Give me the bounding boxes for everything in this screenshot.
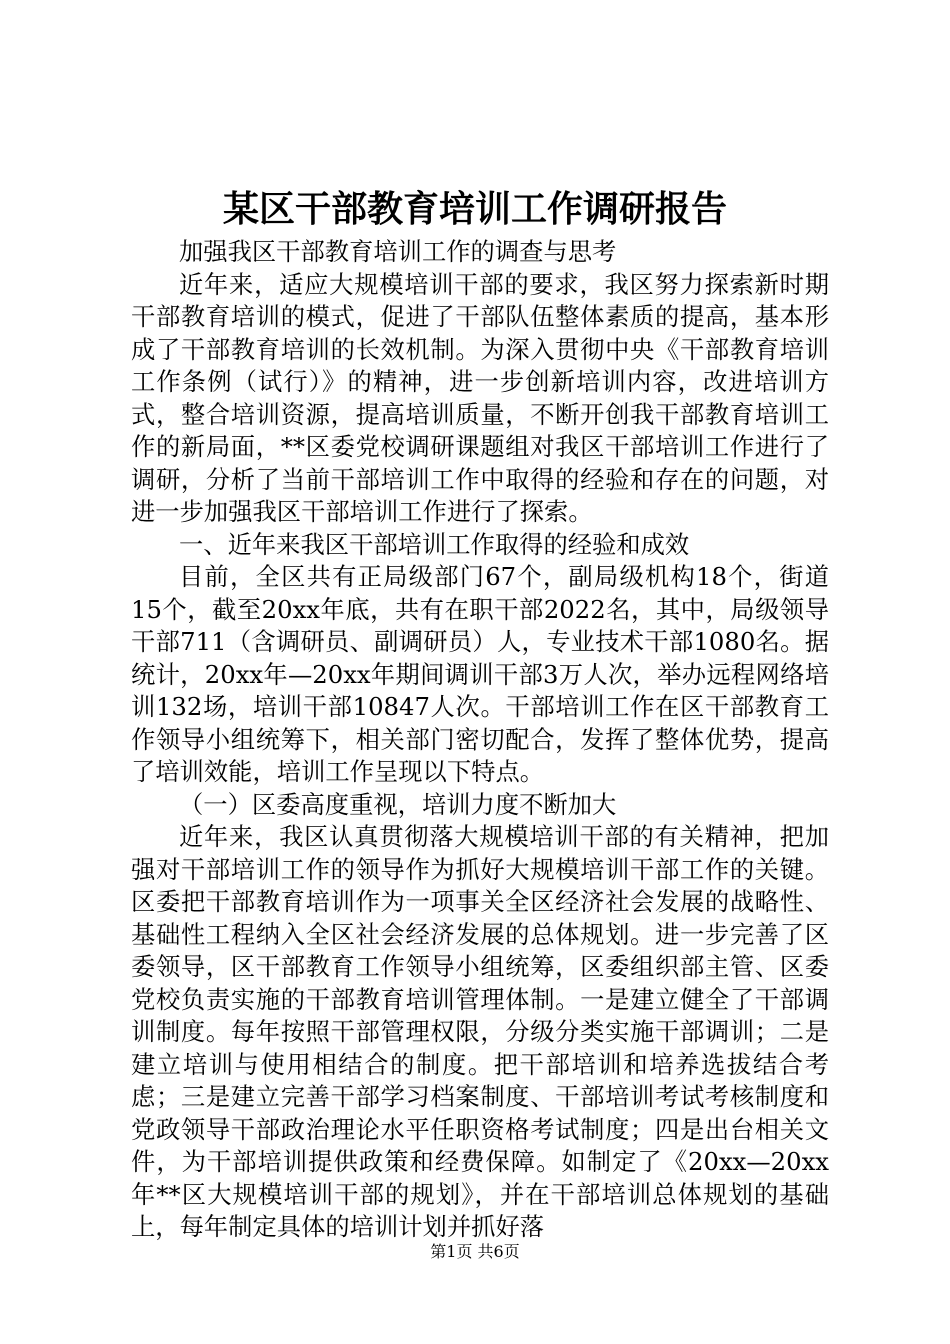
document-title: 某区干部教育培训工作调研报告 xyxy=(222,188,727,230)
leadership-paragraph: 近年来，我区认真贯彻落大规模培训干部的有关精神，把加强对干部培训工作的领导作为抓好大规模培训干部工作的关键。区委把干部教育培训作为一项事关全区经济社会发展的战略性、基础性工程纳入全区社会经济发展的总体规划。进一步完善了区委领导，区干部教育工作领导小组统筹，区委组织部主管、区委党校负责实施的干部教育培训管理体制。一是建立健全了干部调训制度。每年按照干部管理权限，分级分类实施干部调训；二是建立培训与使用相结合的制度。把干部培训和培养选拔结合考虑；三是建立完善干部学习档案制度、干部培训考试考核制度和党政领导干部政治理论水平任职资格考试制度；四是出台相关文件，为干部培训提供政策和经费保障。如制定了《20xx—20xx年**区大规模培训干部的规划》，并在干部培训总体规划的基础上，每年制定具体的培训计划并抓好落 xyxy=(131,822,829,1241)
intro-paragraph: 近年来，适应大规模培训干部的要求，我区努力探索新时期干部教育培训的模式，促进了干部队伍整体素质的提高，基本形成了干部教育培训的长效机制。为深入贯彻中央《干部教育培训工作条例（试行）》的精神，进一步创新培训内容，改进培训方式，整合培训资源，提高培训质量，不断开创我干部教育培训工作的新局面，**区委党校调研课题组对我区干部培训工作进行了调研，分析了当前干部培训工作中取得的经验和存在的问题，对进一步加强我区干部培训工作进行了探索。 xyxy=(131,269,829,526)
section-heading-1: 一、近年来我区干部培训工作取得的经验和成效 xyxy=(179,529,690,559)
document-body xyxy=(131,236,829,1244)
subtitle-paragraph: 加强我区干部教育培训工作的调查与思考 xyxy=(179,237,617,266)
statistics-paragraph: 目前，全区共有正局级部门67个，副局级机构18个，街道15个，截至20xx年底，共有在职干部2022名，其中，局级领导干部711（含调研员、副调研员）人，专业技术干部1080名。据统计，20xx年—20xx年期间调训干部3万人次，举办远程网络培训132场，培训干部10847人次。干部培训工作在区干部教育工作领导小组统筹下，相关部门密切配合，发挥了整体优势，提高了培训效能，培训工作呈现以下特点。 xyxy=(131,562,829,786)
subsection-heading-1: （一）区委高度重视，培训力度不断加大 xyxy=(179,789,617,819)
page-footer: 第1页 共6页 xyxy=(430,1242,520,1261)
